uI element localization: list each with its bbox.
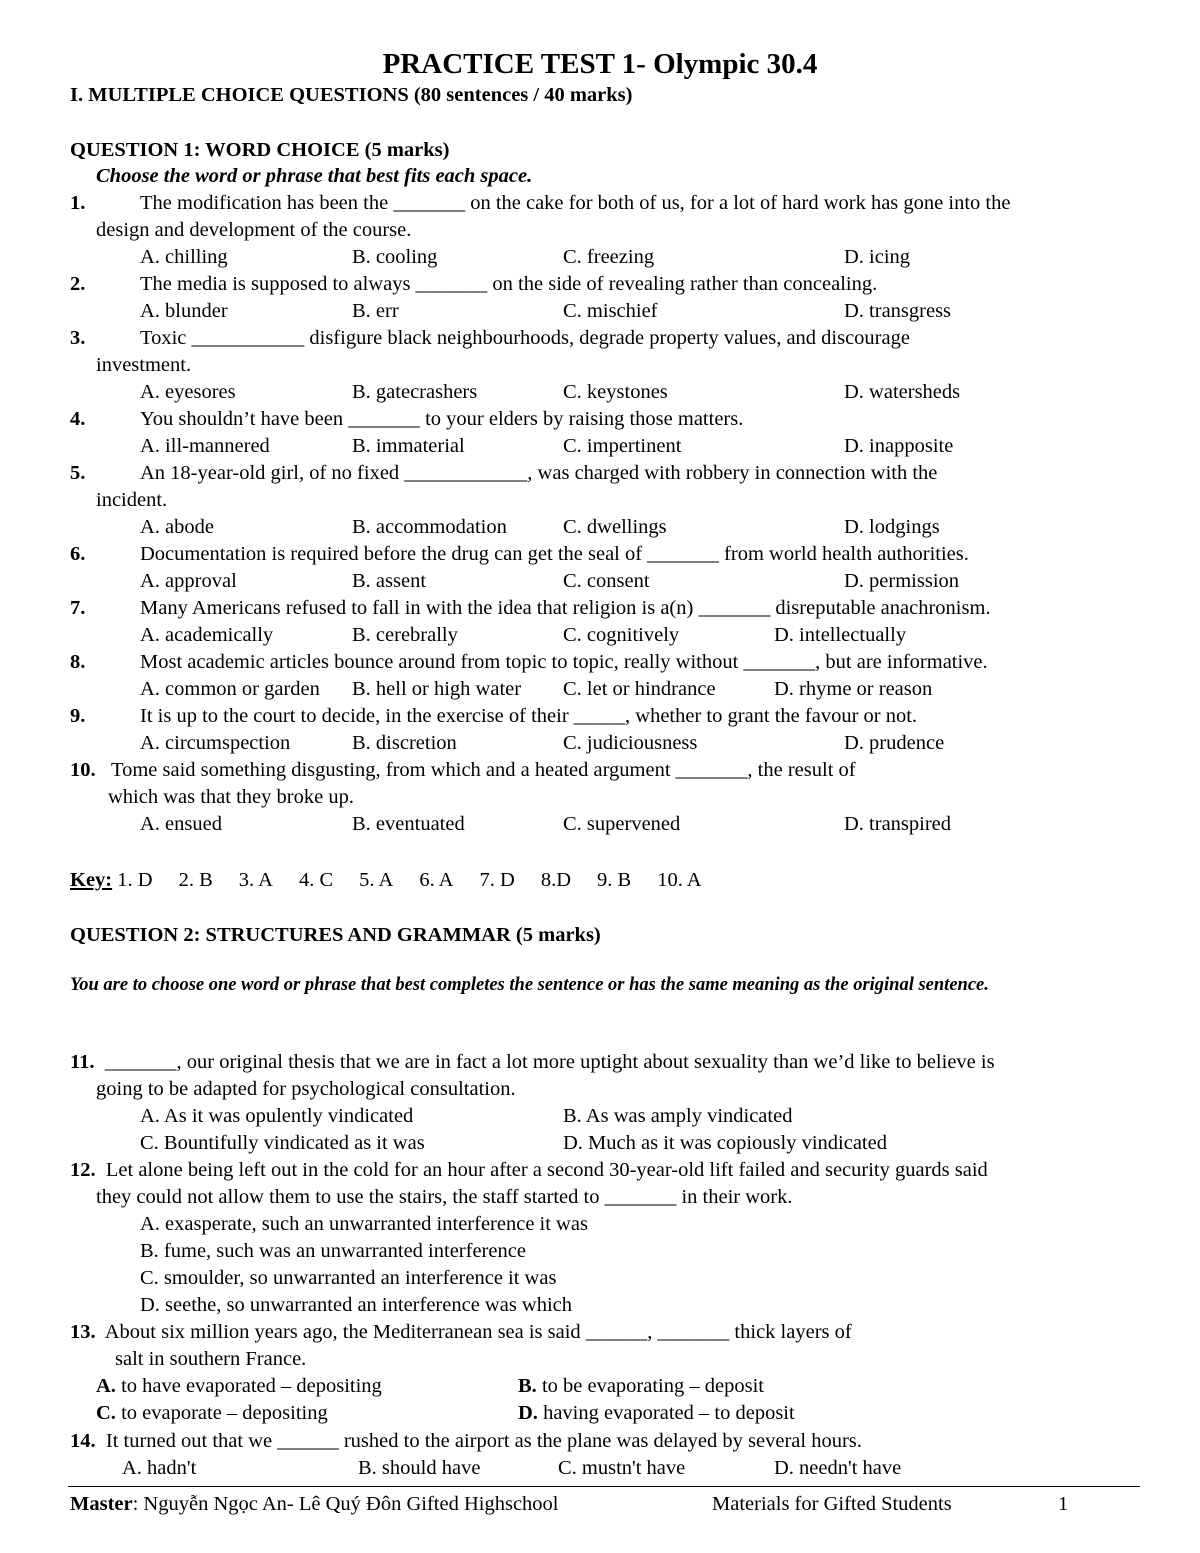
option-d[interactable]: D. intellectually [774,624,907,646]
question-text: It turned out that we ______ rushed to the airport as the plane was delayed by several hours. [105,1430,862,1452]
question-2-instruction: You are to choose one word or phrase that best completes the sentence or has the same meaning as the original sentence. [70,975,989,995]
option-c[interactable] [96,1400,328,1427]
key-answer: 3. A [238,869,273,891]
option-a[interactable]: A. abode [140,516,215,538]
option-b[interactable]: B. fume, such was an unwarranted interference [140,1240,526,1262]
option-text: to evaporate – depositing [121,1402,328,1424]
question-13 [70,1319,852,1346]
question-1-heading: QUESTION 1: WORD CHOICE (5 marks) [70,139,450,161]
question-number: 1. [70,192,86,214]
option-a[interactable] [96,1373,382,1400]
question-10 [70,757,856,784]
question-text: Documentation is required before the drug can get the seal of _______ from world health authorities. [140,543,969,565]
option-b[interactable]: B. cooling [352,246,438,268]
option-b[interactable]: B. err [352,300,399,322]
question-text: Most academic articles bounce around from topic to topic, really without _______, but are informative. [140,651,988,673]
question-11-text-cont: going to be adapted for psychological consultation. [96,1078,516,1100]
question-5 [70,460,938,487]
question-13-text-cont: salt in southern France. [115,1348,307,1370]
key-answer: 2. B [178,869,213,891]
option-b[interactable]: B. discretion [352,732,457,754]
page-number: 1 [1058,1493,1069,1515]
option-b[interactable]: B. cerebrally [352,624,458,646]
question-text: Many Americans refused to fall in with the idea that religion is a(n) _______ disreputable anachronism. [140,597,991,619]
footer-master [70,1491,559,1518]
key-answer: 9. B [597,869,632,891]
question-text: You shouldn’t have been _______ to your elders by raising those matters. [140,408,744,430]
option-d[interactable] [518,1400,795,1427]
question-12-text-cont: they could not allow them to use the stairs, the staff started to _______ in their work. [96,1186,793,1208]
option-d[interactable]: D. permission [844,570,960,592]
question-number: 14. [70,1430,96,1452]
option-b[interactable]: B. assent [352,570,427,592]
option-b[interactable]: B. hell or high water [352,678,522,700]
option-c[interactable]: C. judiciousness [563,732,698,754]
question-8 [70,649,988,676]
option-c[interactable]: C. keystones [563,381,668,403]
option-d[interactable]: D. transpired [844,813,952,835]
option-text: to have evaporated – depositing [121,1375,382,1397]
option-a[interactable]: A. ensued [140,813,222,835]
question-text-cont: design and development of the course. [96,219,412,241]
option-a[interactable]: A. hadn't [122,1457,197,1479]
question-number: 10. [70,759,96,781]
option-a[interactable]: A. circumspection [140,732,291,754]
key-answer: 4. C [298,869,334,891]
option-b[interactable] [518,1373,764,1400]
question-text-cont: investment. [96,354,192,376]
question-text: About six million years ago, the Mediterranean sea is said ______, _______ thick layers of [104,1321,852,1343]
option-d[interactable]: D. inapposite [844,435,954,457]
question-1 [70,190,1011,217]
option-text: to be evaporating – deposit [541,1375,764,1397]
question-text: An 18-year-old girl, of no fixed ____________, was charged with robbery in connection with the [140,462,938,484]
section-heading: I. MULTIPLE CHOICE QUESTIONS (80 sentences / 40 marks) [70,84,633,106]
option-c[interactable]: C. consent [563,570,650,592]
option-a[interactable]: A. blunder [140,300,228,322]
question-text: The modification has been the _______ on the cake for both of us, for a lot of hard work has gone into the [140,192,1011,214]
option-c[interactable]: C. supervened [563,813,681,835]
option-d[interactable]: D. prudence [844,732,945,754]
question-number: 3. [70,327,86,349]
key-answer: 6. A [419,869,454,891]
option-a[interactable]: A. approval [140,570,237,592]
option-text: having evaporated – to deposit [543,1402,795,1424]
key-label: Key: [70,869,113,891]
question-14 [70,1428,862,1455]
question-text-cont: which was that they broke up. [108,786,354,808]
option-d[interactable]: D. lodgings [844,516,940,538]
question-text: Toxic ___________ disfigure black neighbourhoods, degrade property values, and discourage [140,327,910,349]
question-number: 9. [70,705,86,727]
option-a[interactable]: A. eyesores [140,381,236,403]
question-number: 8. [70,651,86,673]
option-d[interactable]: D. Much as it was copiously vindicated [563,1132,887,1154]
question-text: The media is supposed to always _______ on the side of revealing rather than concealing. [140,273,878,295]
option-d[interactable]: D. watersheds [844,381,961,403]
question-text: _______, our original thesis that we are in fact a lot more uptight about sexuality than we’d like to believe is [104,1051,995,1073]
option-d[interactable]: D. rhyme or reason [774,678,933,700]
question-text: Let alone being left out in the cold for an hour after a second 30-year-old lift failed and security guards said [105,1159,988,1181]
key-answer: 8.D [540,869,571,891]
option-c[interactable]: C. Bountifully vindicated as it was [140,1132,425,1154]
question-text-cont: incident. [96,489,168,511]
option-letter: A. [96,1375,116,1397]
option-letter: B. [518,1375,537,1397]
option-c[interactable]: C. let or hindrance [563,678,716,700]
page-title: PRACTICE TEST 1- Olympic 30.4 [382,48,818,80]
question-text: Tome said something disgusting, from which and a heated argument _______, the result of [111,759,856,781]
option-b[interactable]: B. accommodation [352,516,507,538]
question-number: 7. [70,597,86,619]
question-number: 12. [70,1159,96,1181]
option-c[interactable]: C. dwellings [563,516,667,538]
question-number: 2. [70,273,86,295]
option-b[interactable]: B. eventuated [352,813,465,835]
footer-master-label: Master [70,1493,133,1515]
key-answers [117,869,727,891]
question-9 [70,703,918,730]
question-1-instruction: Choose the word or phrase that best fits each space. [96,165,533,187]
key-answer: 1. D [117,869,153,891]
footer-master-text: : Nguyễn Ngọc An- Lê Quý Đôn Gifted Highschool [132,1493,559,1515]
key-answer: 10. A [657,869,702,891]
question-2-heading: QUESTION 2: STRUCTURES AND GRAMMAR (5 marks) [70,924,601,946]
option-a[interactable]: A. exasperate, such an unwarranted interference it was [140,1213,588,1235]
question-12 [70,1157,988,1184]
option-c[interactable]: C. impertinent [563,435,682,457]
key-answer: 5. A [359,869,394,891]
question-6 [70,541,969,568]
footer-materials: Materials for Gifted Students [712,1493,952,1515]
option-a[interactable]: A. As it was opulently vindicated [140,1105,414,1127]
question-4 [70,406,744,433]
question-2 [70,271,878,298]
option-b[interactable]: B. As was amply vindicated [563,1105,793,1127]
key-answer: 7. D [479,869,515,891]
question-number: 6. [70,543,86,565]
question-3 [70,325,910,352]
question-number: 13. [70,1321,96,1343]
option-d[interactable]: D. icing [844,246,911,268]
question-number: 5. [70,462,86,484]
option-letter: D. [518,1402,538,1424]
question-number: 11. [70,1051,95,1073]
question-text: It is up to the court to decide, in the exercise of their _____, whether to grant the favour or not. [140,705,918,727]
option-c[interactable]: C. freezing [563,246,655,268]
option-a[interactable]: A. academically [140,624,274,646]
option-b[interactable]: B. gatecrashers [352,381,478,403]
option-a[interactable]: A. common or garden [140,678,320,700]
option-d[interactable]: D. needn't have [774,1457,902,1479]
answer-key [70,867,728,894]
question-number: 4. [70,408,86,430]
option-c[interactable]: C. mustn't have [558,1457,686,1479]
option-c[interactable]: C. mischief [563,300,658,322]
option-c[interactable]: C. cognitively [563,624,680,646]
option-d[interactable]: D. transgress [844,300,952,322]
question-11 [70,1049,995,1076]
question-7 [70,595,991,622]
option-letter: C. [96,1402,116,1424]
option-b[interactable]: B. immaterial [352,435,465,457]
option-d[interactable]: D. seethe, so unwarranted an interference was which [140,1294,573,1316]
option-c[interactable]: C. smoulder, so unwarranted an interference it was [140,1267,557,1289]
option-a[interactable]: A. ill-mannered [140,435,270,457]
option-a[interactable]: A. chilling [140,246,228,268]
footer-divider [68,1486,1140,1487]
option-b[interactable]: B. should have [358,1457,481,1479]
